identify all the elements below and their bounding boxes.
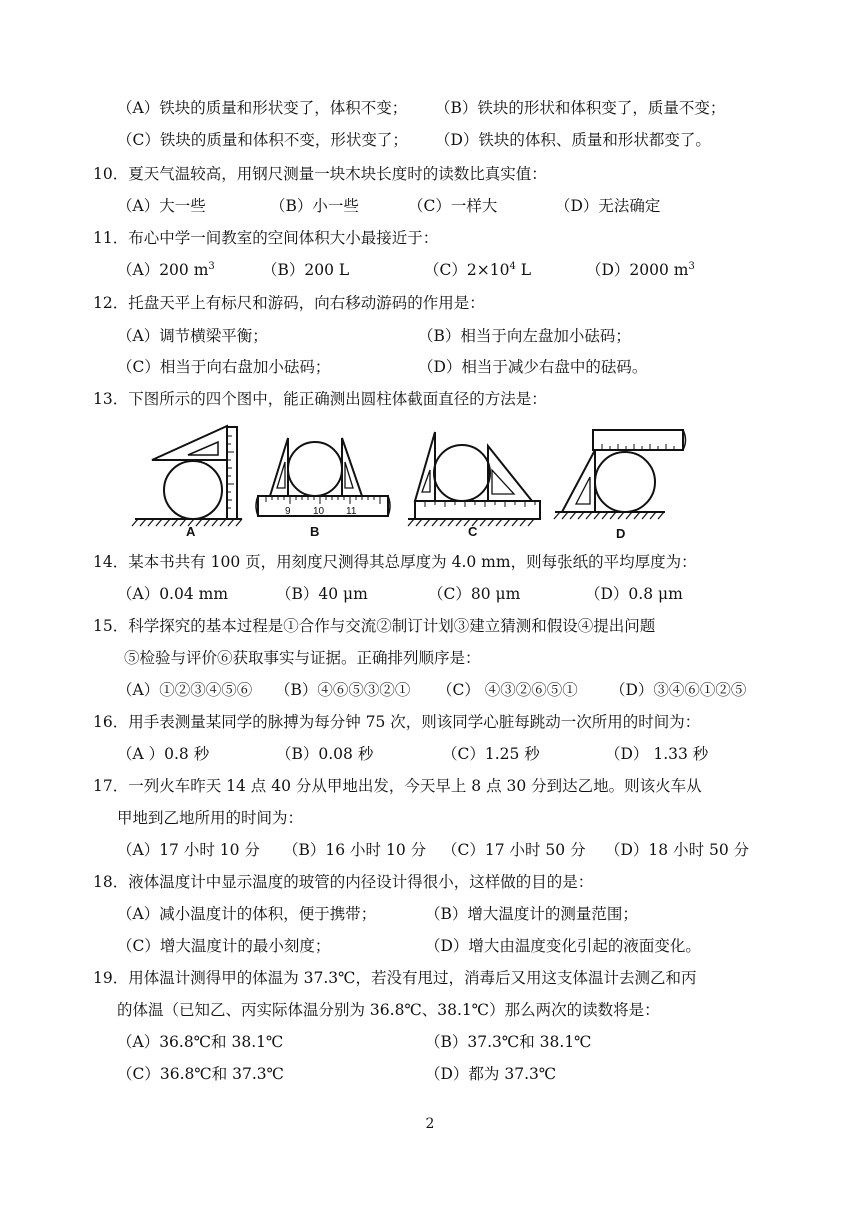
q18-option-a: （A）减小温度计的体积，便于携带； bbox=[117, 905, 377, 923]
q11-option-a: （A）200 $m^3$ bbox=[117, 261, 215, 279]
ruler-tick-9: 9 bbox=[285, 506, 291, 517]
q18-option-b: （B）增大温度计的测量范围； bbox=[425, 905, 638, 923]
q15-option-a: （A）①②③④⑤⑥ bbox=[117, 681, 253, 699]
q12-option-d: （D）相当于减少右盘中的砝码。 bbox=[418, 358, 648, 376]
q9-option-c: （C）铁块的质量和体积不变，形状变了； bbox=[117, 131, 408, 149]
figure-d bbox=[554, 430, 686, 540]
q12-option-b: （B）相当于向左盘加小砝码； bbox=[418, 327, 631, 345]
q17-option-a: （A）17 小时 10 分 bbox=[117, 841, 260, 859]
q19-option-a: （A）36.8℃和 38.1℃ bbox=[117, 1033, 284, 1051]
figure-b bbox=[256, 438, 390, 539]
q14-option-a: （A）0.04 mm bbox=[117, 585, 229, 603]
q14-option-d: （D）0.8 μm bbox=[585, 585, 683, 603]
figure-label-d: D bbox=[616, 526, 626, 540]
q11-option-d: （D）2000 $m^3$ bbox=[586, 261, 695, 279]
q17-option-d: （D）18 小时 50 分 bbox=[605, 841, 750, 859]
page-number: 2 bbox=[425, 1116, 435, 1132]
q12-option-a: （A）调节横梁平衡； bbox=[117, 327, 268, 345]
figure-label-c: C bbox=[468, 524, 478, 539]
q19-option-c: （C）36.8℃和 37.3℃ bbox=[117, 1065, 284, 1083]
q16-option-a: （A ）0.8 秒 bbox=[117, 745, 210, 763]
q19-option-b: （B）37.3℃和 38.1℃ bbox=[425, 1033, 592, 1051]
figure-a bbox=[132, 426, 242, 539]
q9-option-d: （D）铁块的体积、质量和形状都变了。 bbox=[435, 131, 711, 149]
exam-page: （A）铁块的质量和形状变了，体积不变； （B）铁块的形状和体积变了，质量不变； （C）铁块的质量和体积不变，形状变了； （D）铁块的体积、质量和形状都变了。 10．夏天气温较高，用钢尺测量一块木块长度时的读数比真实值： （A）大一些 （B）小一些 （C）一样大 （D）无法确定 11．布心中学一间教室的空间体积大小最接近于： （A）200 $m^3$ （B）200 L $(C)2\times 10^4$ L （D）2000 $m^3$ 12．托盘天平上有标尺和游码，向右移动游码的作用是： （A）调节横梁平衡； （B）相当于向左盘加小砝码； （C）相当于向右盘加小砝码； （D）相当于减少右盘中的砝码。 13．下图所示的四个图中，能正确测出圆柱体截面直径的方法是： A 9 10 11 B C D 14．某本书共有 100 页，用刻度尺测得其总厚度为 4.0 mm，则每张纸的平均厚度为： （A）0.04 mm （B）40 μm （C）80 μm （D）0.8 μm 15．科学探究的基本过程是①合作与交流②制订计划③建立猜测和假设④提出问题 ⑤检验与评价⑥获取事实与证据。正确排列顺序是： （A）①②③④⑤⑥ （B）④⑥⑤③②① （C） ④③②⑥⑤① （D）③④⑥①②⑤ 16．用手表测量某同学的脉搏为每分钟 75 次，则该同学心脏每跳动一次所用的时间为： （A ）0.8 秒 （B）0.08 秒 （C）1.25 秒 （D） 1.33 秒 17．一列火车昨天 14 点 40 分从甲地出发，今天早上 8 点 30 分到达乙地。则该火车从 甲地到乙地所用的时间为： （A）17 小时 10 分 （B）16 小时 10 分 （C）17 小时 50 分 （D）18 小时 50 分 18．液体温度计中显示温度的玻管的内径设计得很小，这样做的目的是： （A）减小温度计的体积，便于携带； （B）增大温度计的测量范围； （C）增大温度计的最小刻度； （D）增大由温度变化引起的液面变化。 19．用体温计测得甲的体温为 37.3℃，若没有甩过，消毒后又用这支体温计去测乙和丙 的体温（已知乙、丙实际体温分别为 36.8℃、38.1℃）那么两次的读数将是： （A）36.8℃和 38.1℃ （B）37.3℃和 38.1℃ （C）36.8℃和 37.3℃ （D）都为 37.3℃ 2 bbox=[0, 0, 860, 1215]
ruler-tick-11: 11 bbox=[346, 506, 357, 517]
q14-option-c: （C）80 μm bbox=[428, 585, 521, 603]
q11-option-c: $(C)2\times 10^4$ L bbox=[424, 261, 532, 279]
q17-option-b: （B）16 小时 10 分 bbox=[283, 841, 427, 859]
figure-label-a: A bbox=[186, 524, 196, 539]
q15-option-d: （D）③④⑥①②⑤ bbox=[610, 681, 747, 699]
figure-label-b: B bbox=[310, 524, 320, 539]
q10-option-b: （B）小一些 bbox=[270, 197, 359, 215]
ruler-tick-10: 10 bbox=[313, 506, 325, 517]
q15-option-c: （C） ④③②⑥⑤① bbox=[437, 681, 578, 699]
q14-option-b: （B）40 μm bbox=[276, 585, 368, 603]
q17-option-c: （C）17 小时 50 分 bbox=[442, 841, 586, 859]
q11-option-b: （B）200 L bbox=[262, 261, 350, 279]
q16-option-d: （D） 1.33 秒 bbox=[605, 745, 709, 763]
figure-c bbox=[408, 432, 540, 539]
q10-option-d: （D）无法确定 bbox=[555, 197, 661, 215]
q16-option-c: （C）1.25 秒 bbox=[442, 745, 540, 763]
q15-option-b: （B）④⑥⑤③②① bbox=[275, 681, 411, 699]
q18-option-c: （C）增大温度计的最小刻度； bbox=[117, 937, 331, 955]
q18-option-d: （D）增大由温度变化引起的液面变化。 bbox=[425, 937, 701, 955]
q10-option-a: （A）大一些 bbox=[117, 197, 206, 215]
q9-option-a: （A）铁块的质量和形状变了，体积不变； bbox=[117, 99, 408, 117]
q12-option-c: （C）相当于向右盘加小砝码； bbox=[117, 358, 331, 376]
q16-option-b: （B）0.08 秒 bbox=[276, 745, 374, 763]
q13-figure bbox=[130, 422, 690, 540]
q10-option-c: （C）一样大 bbox=[408, 197, 498, 215]
q9-option-b: （B）铁块的形状和体积变了，质量不变； bbox=[435, 99, 726, 117]
q19-option-d: （D）都为 37.3℃ bbox=[425, 1065, 557, 1083]
